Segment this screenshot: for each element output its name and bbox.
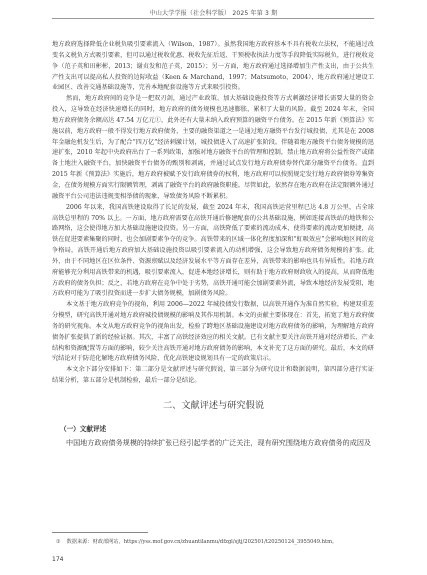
subsection-text: 中国地方政府债务规模的持续扩张已经引起学者的广泛关注，现有研究围绕地方政府债务的成因及: [66, 438, 372, 447]
body-paragraph: 地方政府选择降低企业税负吸引要素流入（Wilson，1987）。虽然我国地方政府基本不具有税收立法权，不能通过改变名义税负方式吸引要素，但可以通过税收优惠、税收先征后返、干预税收执法力度等手段降低实际税负，进行税收竞争（范子英和田彬彬，2013；谢贞发和范子英，2015）；另一方面，地方政府通过选择增加生产性支出，由于公共生产性支出可以提高私人投资的边际收益（Keen & Marchand，1997；Matsumoto，2004），地方政府通过建设工业园区、改善交通基础设施等，完善本地配套设施等方式来吸引投资。: [52, 41, 374, 92]
subsection-heading: （一）文献评述: [60, 425, 107, 433]
footnote: [56, 538, 374, 545]
body-paragraph: 本文余下部分安排如下：第二部分是文献评述与研究假说，第三部分为研究设计和数据说明，第四部分进行实证结果分析，第五部分是机制检验，最后一部分是结论。: [52, 366, 374, 385]
body-paragraph: 本文基于地方政府竞争的视角，利用 2006—2022 年城投债发行数据，以高铁开通作为准自然实验，构建双重差分模型，研究高铁开通对地方政府城投债规模的影响及其作用机制。本文的贡献主要体现在：首先，拓宽了地方政府债务的研究视角。本文从地方政府竞争的视角出发，检验了跨地区基础设施建设对地方政府债务的影响，为理解地方政府债务扩张提供了新的经验证据。其次，丰富了高铁经济效应的相关文献。已有文献主要关注高铁开通对经济增长、产业结构和资源配置等方面的影响，较少关注高铁开通对地方政府债务的影响，本文补充了这方面的研究。最后，本文的研究结论对于防范化解地方政府债务风险、优化高铁建设规划具有一定的政策启示。: [52, 301, 374, 363]
body-paragraph: 然而，地方政府间的竞争是一把双刃剑，通过产业政策、加大基础设施投资等方式刺激经济增长需要大量的资金投入，这导致在经济快速增长的同时，地方政府的债务规模也迅速膨胀，累积了大量的风险。截至 2024 年末，全国地方政府债务余额高达 47.54 万亿元①，此外还有大量未纳入政府预算的融资平台债务。在 2015 年新《预算法》实施以前，地方政府一般不得发行地方政府债务，主要的融资渠道之一是通过地方融资平台发行城投债，尤其是在 2008 年金融危机发生后，为了配合“四万亿”经济刺激计划，城投债进入了高速扩张阶段。伴随着地方融资平台债务规模的迅速扩张，2010 年起中央政府出台了一系列政策，加强对地方融资平台的管理和控制，禁止地方政府将公益性资产或储备土地注入融资平台，加快融资平台债务的甄别和剥离，并通过试点发行地方政府债券替代部分融资平台债务。直到 2015 年新《预算法》实施后，地方政府被赋予发行政府债券的权利，地方政府可以按照规定发行地方政府债券筹集资金，在债务规模方面实行限额管理，剥离了融资平台的政府融资职能。尽管如此，依然存在地方政府在法定限额外通过融资平台公司违法违规变相举债的现象，导致债务风险不断累积。: [52, 95, 374, 200]
footnote-mark: ①: [56, 539, 61, 545]
footnote-rule: [52, 532, 148, 533]
body-paragraph: 2006 年以来，我国高铁建设取得了长足的发展，截至 2024 年末，我国高铁运营里程已达 4.8 万公里，占全球高铁总里程的 70% 以上。一方面，地方政府需要在高铁开通后修建配套的公共基础设施，例如连接高铁站的地铁和公路网络，这会使得地方加大基础设施建设投资。另一方面，高铁降低了要素的流动成本，使得要素的流动更加便捷，高铁在促进要素集聚的同时，也会加剧要素争夺的竞争。高铁带来的区域一体化程度加深和“虹吸效应”会影响地区间的竞争格局，高铁开通后地方政府加大基础设施投资以吸引要素流入的动机增强，这会导致地方政府债务规模的扩张。此外，由于不同地区在区位条件、资源禀赋以及经济发展水平等方面存在差异，高铁带来的影响也具有异质性。若地方政府能够充分利用高铁带来的机遇，吸引要素流入，促进本地经济增长，则有助于地方政府财政收入的提高，从而降低地方政府的债务负担；反之，若地方政府在竞争中处于劣势，高铁开通可能会加剧要素外流，导致本地经济发展受阻，地方政府可能为了吸引投资而进一步扩大债务规模，加剧债务风险。: [52, 203, 374, 298]
header-rule: [52, 18, 374, 19]
page-number: 174: [52, 556, 64, 563]
section-heading: 二、文献评述与研究假说: [162, 400, 265, 411]
running-head: 中山大学学报（社会科学版） 2025 年第 3 期: [149, 10, 278, 17]
body-text: [52, 40, 374, 387]
footnote-text: 数据来源：财政部网站，https://yss.mof.gov.cn/zhuantilanmu/dfzgl/sjtj/202501/t20250124_3955049.htm。: [66, 539, 338, 545]
